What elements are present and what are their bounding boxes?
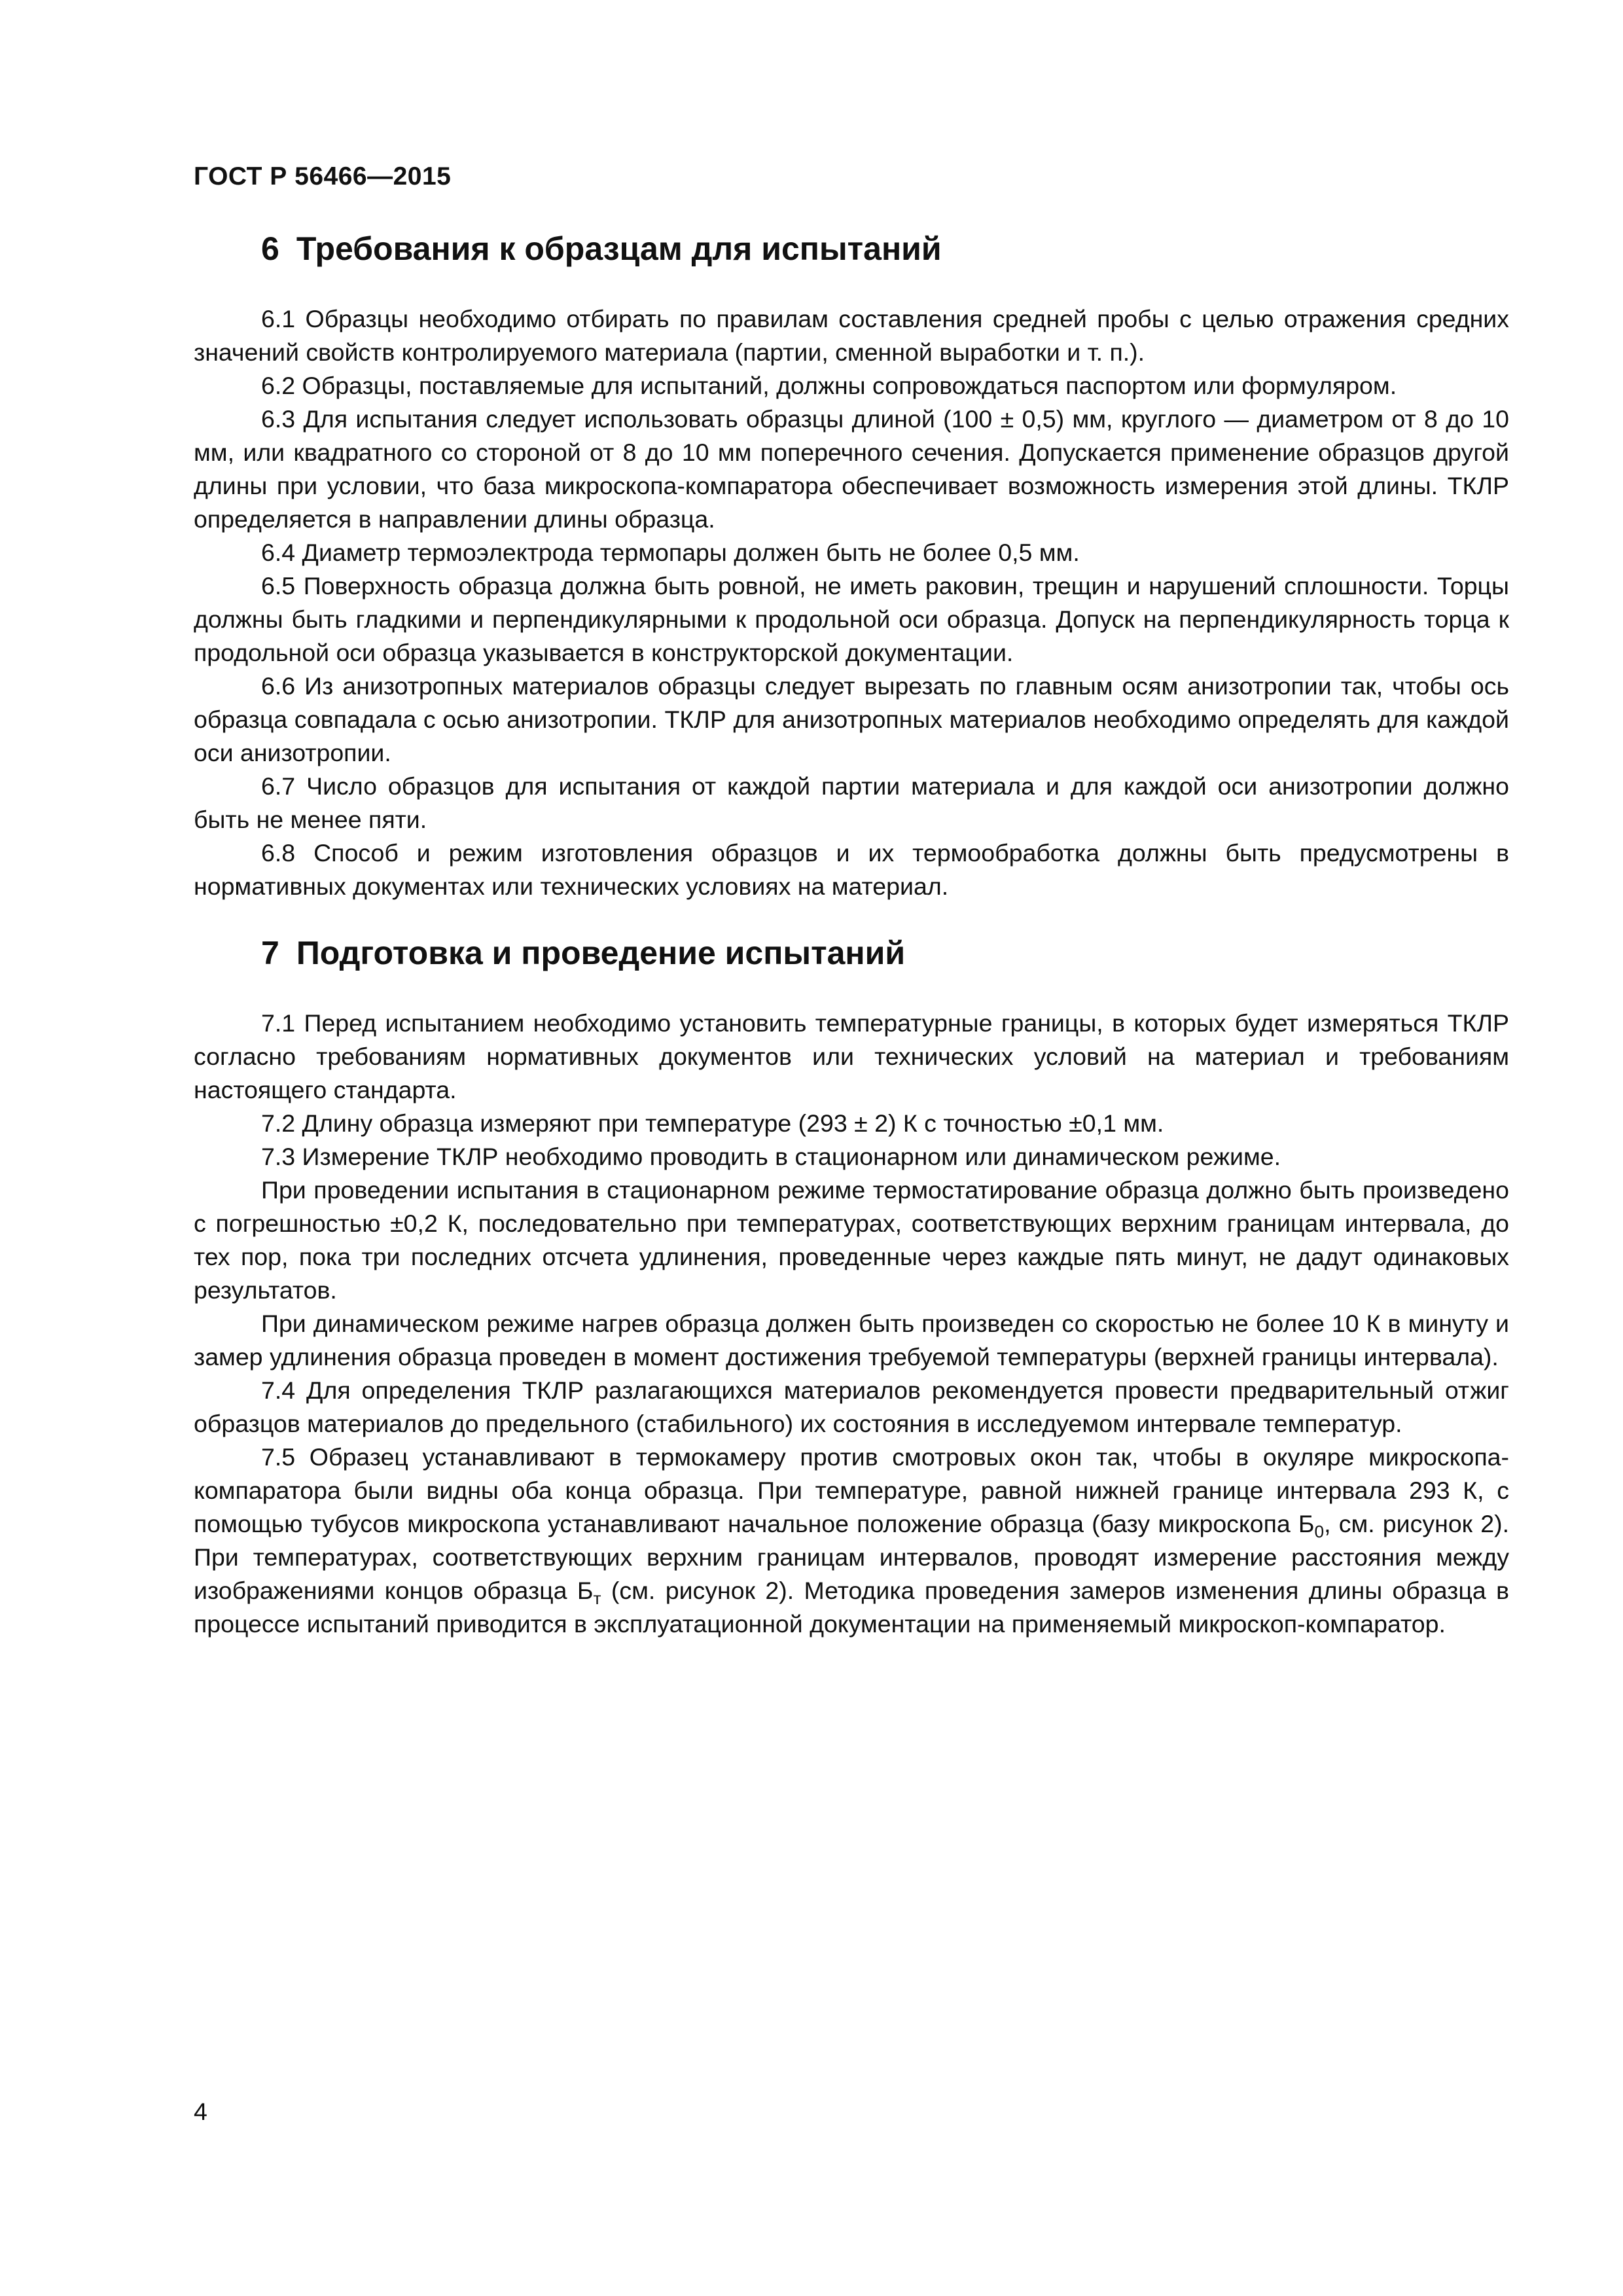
subscript-zero: 0	[1314, 1521, 1325, 1541]
section-7-heading	[194, 933, 1509, 973]
paragraph-6-6: 6.6 Из анизотропных материалов образцы следует вырезать по главным осям анизотропии так, чтобы ось образца совпадала с осью анизотропии. ТКЛР для анизотропных материалов необходимо определять для каждой оси анизотропии.	[194, 672, 1509, 766]
paragraph-7-3-stationary: При проведении испытания в стационарном режиме термостатирование образца должно быть произведено с погрешностью ±0,2 К, последовательно при температурах, соответствующих верхним границам интервала, до тех пор, пока три последних отсчета удлинения, проведенные через каждые пять минут, не дадут одинаковых результатов.	[194, 1176, 1509, 1304]
section-6-number: 6	[261, 230, 279, 267]
section-6-title: Требования к образцам для испытаний	[296, 230, 942, 267]
section-7-title: Подготовка и проведение испытаний	[296, 935, 906, 971]
paragraph-6-8: 6.8 Способ и режим изготовления образцов и их термообработка должны быть предусмотрены в нормативных документах или технических условиях на материал.	[194, 839, 1509, 900]
paragraph-7-3: 7.3 Измерение ТКЛР необходимо проводить в стационарном или динамическом режиме.	[261, 1143, 1281, 1170]
paragraph-6-5: 6.5 Поверхность образца должна быть ровной, не иметь раковин, трещин и нарушений сплошности. Торцы должны быть гладкими и перпендикулярными к продольной оси образца. Допуск на перпендикулярность торца к продольной оси образца указывается в конструкторской документации.	[194, 572, 1509, 666]
paragraph-7-2: 7.2 Длину образца измеряют при температуре (293 ± 2) К с точностью ±0,1 мм.	[261, 1109, 1164, 1137]
paragraph-7-1: 7.1 Перед испытанием необходимо установить температурные границы, в которых будет измеряться ТКЛР согласно требованиям нормативных документов или технических условий на материал и требованиям настоящего стандарта.	[194, 1009, 1509, 1103]
paragraph-6-7: 6.7 Число образцов для испытания от каждой партии материала и для каждой оси анизотропии должно быть не менее пяти.	[194, 772, 1509, 833]
page-content	[194, 229, 1509, 1641]
paragraph-7-5-part2: , см. рисунок 2). При температурах, соответствующих верхним границам интервалов, проводят измерение расстояния между изображениями концов образца Б	[194, 1510, 1509, 1604]
section-7-number: 7	[261, 935, 279, 971]
paragraph-7-5-part1: 7.5 Образец устанавливают в термокамеру против смотровых окон так, чтобы в окуляре микроскопа-компаратора были видны оба конца образца. При температуре, равной нижней границе интервала 293 К, с помощью тубусов микроскопа устанавливают начальное положение образца (базу микроскопа Б	[194, 1443, 1509, 1537]
page-number: 4	[194, 2098, 207, 2125]
paragraph-6-1: 6.1 Образцы необходимо отбирать по правилам составления средней пробы с целью отражения средних значений свойств контролируемого материала (партии, сменной выработки и т. п.).	[194, 305, 1509, 366]
paragraph-7-3-dynamic: При динамическом режиме нагрев образца должен быть произведен со скоростью не более 10 К в минуту и замер удлинения образца проведен в момент достижения требуемой температуры (верхней границы интервала).	[194, 1310, 1509, 1371]
paragraph-6-3: 6.3 Для испытания следует использовать образцы длиной (100 ± 0,5) мм, круглого — диаметром от 8 до 10 мм, или квадратного со стороной от 8 до 10 мм поперечного сечения. Допускается применение образцов другой длины при условии, что база микроскопа-компаратора обеспечивает возможность измерения этой длины. ТКЛР определяется в направлении длины образца.	[194, 405, 1509, 533]
paragraph-6-2: 6.2 Образцы, поставляемые для испытаний, должны сопровождаться паспортом или формуляром.	[261, 372, 1397, 399]
paragraph-7-5-part3: (см. рисунок 2). Методика проведения замеров изменения длины образца в процессе испытаний приводится в эксплуатационной документации на применяемый микроскоп-компаратор.	[194, 1577, 1509, 1638]
subscript-t: т	[593, 1588, 601, 1608]
section-6-heading	[194, 229, 1509, 268]
paragraph-7-5	[194, 1441, 1509, 1641]
paragraph-6-4: 6.4 Диаметр термоэлектрода термопары должен быть не более 0,5 мм.	[261, 539, 1080, 566]
document-code: ГОСТ Р 56466—2015	[194, 162, 452, 190]
paragraph-7-4: 7.4 Для определения ТКЛР разлагающихся материалов рекомендуется провести предварительный отжиг образцов материалов до предельного (стабильного) их состояния в исследуемом интервале температур.	[194, 1376, 1509, 1437]
